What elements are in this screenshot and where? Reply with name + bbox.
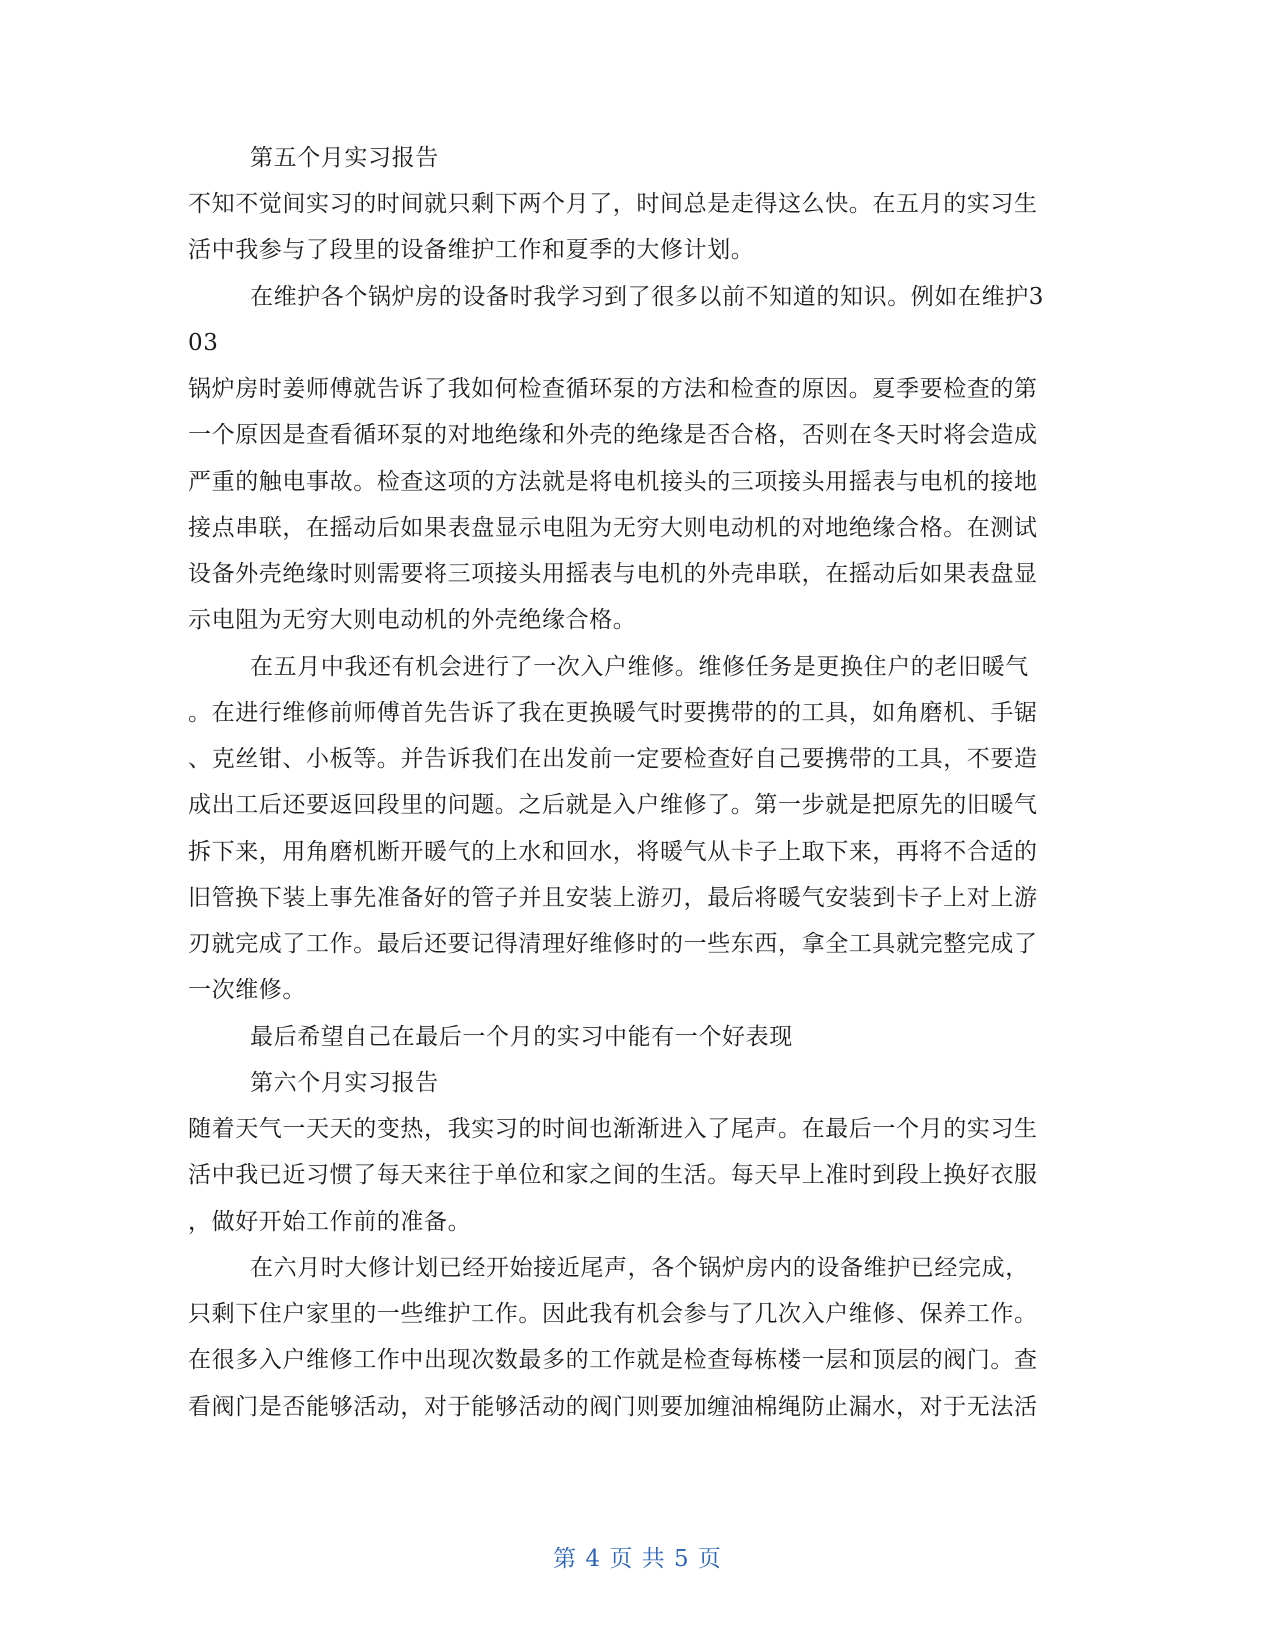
body-line: 旧管换下装上事先准备好的管子并且安装上游刃，最后将暖气安装到卡子上对上游 <box>188 885 1038 911</box>
body-line: 一个原因是查看循环泵的对地绝缘和外壳的绝缘是否合格，否则在冬天时将会造成 <box>188 422 1038 448</box>
body-line: 在很多入户维修工作中出现次数最多的工作就是检查每栋楼一层和顶层的阀门。查 <box>188 1347 1038 1373</box>
body-line: 成出工后还要返回段里的问题。之后就是入户维修了。第一步就是把原先的旧暖气 <box>188 792 1038 818</box>
body-line: 严重的触电事故。检查这项的方法就是将电机接头的三项接头用摇表与电机的接地 <box>188 469 1038 495</box>
body-line: 随着天气一天天的变热，我实习的时间也渐渐进入了尾声。在最后一个月的实习生 <box>188 1116 1038 1142</box>
body-line: 在维护各个锅炉房的设备时我学习到了很多以前不知道的知识。例如在维护3 <box>250 284 1045 310</box>
body-line: 03 <box>188 330 219 356</box>
body-line: 接点串联，在摇动后如果表盘显示电阻为无穷大则电动机的对地绝缘合格。在测试 <box>188 515 1038 541</box>
body-line: ，做好开始工作前的准备。 <box>188 1209 472 1235</box>
body-line: 在六月时大修计划已经开始接近尾声，各个锅炉房内的设备维护已经完成， <box>250 1255 1029 1281</box>
body-line: 示电阻为无穷大则电动机的外壳绝缘合格。 <box>188 607 637 633</box>
body-line: 在五月中我还有机会进行了一次入户维修。维修任务是更换住户的老旧暖气 <box>250 654 1029 680</box>
body-line: 锅炉房时姜师傅就告诉了我如何检查循环泵的方法和检查的原因。夏季要检查的第 <box>188 376 1038 402</box>
body-line: 、克丝钳、小板等。并告诉我们在出发前一定要检查好自己要携带的工具，不要造 <box>188 746 1038 772</box>
body-line: 最后希望自己在最后一个月的实习中能有一个好表现 <box>250 1024 793 1050</box>
body-line: 活中我参与了段里的设备维护工作和夏季的大修计划。 <box>188 237 755 263</box>
body-line: 看阀门是否能够活动，对于能够活动的阀门则要加缠油棉绳防止漏水，对于无法活 <box>188 1394 1038 1420</box>
section-title-month-5: 第五个月实习报告 <box>250 145 439 171</box>
body-line: 。在进行维修前师傅首先告诉了我在更换暖气时要携带的的工具，如角磨机、手锯 <box>188 700 1038 726</box>
body-line: 设备外壳绝缘时则需要将三项接头用摇表与电机的外壳串联，在摇动后如果表盘显 <box>188 561 1038 587</box>
body-line: 一次维修。 <box>188 977 306 1003</box>
body-line: 活中我已近习惯了每天来往于单位和家之间的生活。每天早上准时到段上换好衣服 <box>188 1162 1038 1188</box>
section-title-month-6: 第六个月实习报告 <box>250 1070 439 1096</box>
body-line: 只剩下住户家里的一些维护工作。因此我有机会参与了几次入户维修、保养工作。 <box>188 1301 1038 1327</box>
body-line: 刃就完成了工作。最后还要记得清理好维修时的一些东西，拿全工具就完整完成了 <box>188 931 1038 957</box>
body-line: 不知不觉间实习的时间就只剩下两个月了，时间总是走得这么快。在五月的实习生 <box>188 191 1038 217</box>
body-line: 拆下来，用角磨机断开暖气的上水和回水，将暖气从卡子上取下来，再将不合适的 <box>188 839 1038 865</box>
page-number-footer: 第 4 页 共 5 页 <box>553 1546 722 1572</box>
